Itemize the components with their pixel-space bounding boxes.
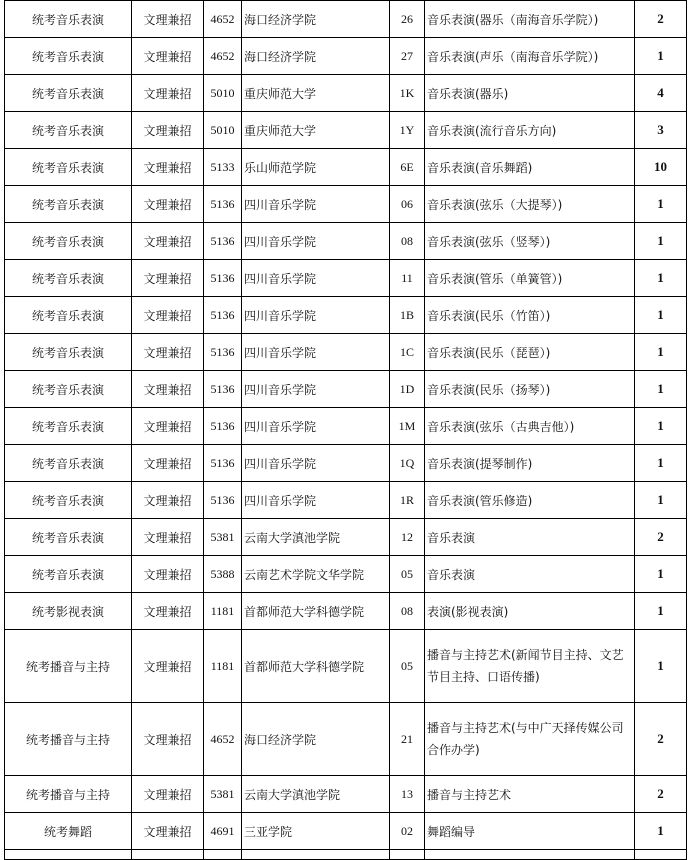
admission-type-cell: 文理兼招: [132, 75, 204, 112]
plan-count-cell: 3: [635, 112, 687, 149]
school-code-cell: 5010: [204, 75, 242, 112]
major-name-cell: 音乐表演(民乐（扬琴）): [425, 371, 635, 408]
table-row: [5, 556, 687, 593]
major-code-cell: 08: [390, 223, 425, 260]
table-row: [5, 297, 687, 334]
school-name-cell: 云南大学滇池学院: [242, 776, 390, 813]
category-cell: 统考音乐表演: [5, 334, 132, 371]
admission-plan-table: [4, 0, 687, 860]
major-code-cell: 1Q: [390, 445, 425, 482]
table-row: [5, 75, 687, 112]
admission-type-cell: 文理兼招: [132, 630, 204, 703]
admission-type-cell: 文理兼招: [132, 593, 204, 630]
admission-type-cell: 文理兼招: [132, 1, 204, 38]
category-cell: 统考播音与主持: [5, 776, 132, 813]
empty-cell: [425, 850, 635, 860]
plan-count-cell: 1: [635, 593, 687, 630]
school-code-cell: 5381: [204, 519, 242, 556]
major-name-cell: 播音与主持艺术(新闻节目主持、文艺节目主持、口语传播): [425, 630, 635, 703]
school-name-cell: 重庆师范大学: [242, 75, 390, 112]
school-code-cell: 5133: [204, 149, 242, 186]
plan-count-cell: 2: [635, 776, 687, 813]
school-code-cell: 5136: [204, 482, 242, 519]
category-cell: 统考音乐表演: [5, 519, 132, 556]
major-name-cell: 音乐表演: [425, 519, 635, 556]
school-code-cell: 5136: [204, 371, 242, 408]
major-code-cell: 1M: [390, 408, 425, 445]
category-cell: 统考音乐表演: [5, 223, 132, 260]
major-code-cell: 06: [390, 186, 425, 223]
major-code-cell: 1K: [390, 75, 425, 112]
school-name-cell: 四川音乐学院: [242, 482, 390, 519]
school-code-cell: 4652: [204, 1, 242, 38]
table-body: [5, 1, 687, 860]
school-code-cell: 5136: [204, 445, 242, 482]
table-row: [5, 519, 687, 556]
school-code-cell: 4652: [204, 38, 242, 75]
plan-count-cell: 1: [635, 186, 687, 223]
admission-type-cell: 文理兼招: [132, 149, 204, 186]
school-code-cell: 5136: [204, 223, 242, 260]
category-cell: 统考音乐表演: [5, 297, 132, 334]
major-name-cell: 音乐表演(民乐（琵琶）): [425, 334, 635, 371]
major-name-cell: 音乐表演(器乐（南海音乐学院）): [425, 1, 635, 38]
category-cell: 统考音乐表演: [5, 186, 132, 223]
major-code-cell: 11: [390, 260, 425, 297]
table-row: [5, 1, 687, 38]
major-name-cell: 表演(影视表演): [425, 593, 635, 630]
admission-type-cell: 文理兼招: [132, 776, 204, 813]
major-code-cell: 02: [390, 813, 425, 850]
major-name-cell: 音乐表演: [425, 556, 635, 593]
school-name-cell: 云南艺术学院文华学院: [242, 556, 390, 593]
major-name-cell: 音乐表演(弦乐（古典吉他）): [425, 408, 635, 445]
admission-type-cell: 文理兼招: [132, 371, 204, 408]
plan-count-cell: 1: [635, 260, 687, 297]
empty-cell: [635, 850, 687, 860]
category-cell: 统考影视表演: [5, 593, 132, 630]
table-row: [5, 445, 687, 482]
category-cell: 统考音乐表演: [5, 371, 132, 408]
category-cell: 统考音乐表演: [5, 408, 132, 445]
admission-type-cell: 文理兼招: [132, 519, 204, 556]
school-name-cell: 首都师范大学科德学院: [242, 630, 390, 703]
table-row: [5, 223, 687, 260]
empty-cell: [5, 850, 132, 860]
plan-count-cell: 2: [635, 519, 687, 556]
school-code-cell: 5136: [204, 186, 242, 223]
school-code-cell: 4691: [204, 813, 242, 850]
major-code-cell: 26: [390, 1, 425, 38]
table-row: [5, 593, 687, 630]
plan-count-cell: 10: [635, 149, 687, 186]
major-name-cell: 播音与主持艺术: [425, 776, 635, 813]
table-row: [5, 334, 687, 371]
school-name-cell: 四川音乐学院: [242, 223, 390, 260]
plan-count-cell: 1: [635, 334, 687, 371]
category-cell: 统考音乐表演: [5, 75, 132, 112]
major-code-cell: 08: [390, 593, 425, 630]
school-name-cell: 四川音乐学院: [242, 297, 390, 334]
school-name-cell: 四川音乐学院: [242, 334, 390, 371]
major-name-cell: 音乐表演(音乐舞蹈): [425, 149, 635, 186]
plan-count-cell: 1: [635, 813, 687, 850]
major-code-cell: 6E: [390, 149, 425, 186]
empty-cell: [204, 850, 242, 860]
table-row: [5, 186, 687, 223]
plan-count-cell: 2: [635, 1, 687, 38]
category-cell: 统考音乐表演: [5, 445, 132, 482]
admission-type-cell: 文理兼招: [132, 703, 204, 776]
school-name-cell: 首都师范大学科德学院: [242, 593, 390, 630]
major-name-cell: 音乐表演(器乐): [425, 75, 635, 112]
major-code-cell: 05: [390, 556, 425, 593]
school-code-cell: 1181: [204, 593, 242, 630]
category-cell: 统考音乐表演: [5, 556, 132, 593]
major-code-cell: 21: [390, 703, 425, 776]
table-row: [5, 260, 687, 297]
major-name-cell: 音乐表演(管乐修造): [425, 482, 635, 519]
school-name-cell: 四川音乐学院: [242, 260, 390, 297]
major-code-cell: 1R: [390, 482, 425, 519]
admission-type-cell: 文理兼招: [132, 813, 204, 850]
school-code-cell: 5010: [204, 112, 242, 149]
table-row: [5, 630, 687, 703]
school-name-cell: 四川音乐学院: [242, 445, 390, 482]
category-cell: 统考音乐表演: [5, 149, 132, 186]
school-code-cell: 5136: [204, 260, 242, 297]
major-name-cell: 音乐表演(声乐（南海音乐学院）): [425, 38, 635, 75]
empty-cell: [390, 850, 425, 860]
major-code-cell: 12: [390, 519, 425, 556]
major-name-cell: 音乐表演(民乐（竹笛）): [425, 297, 635, 334]
category-cell: 统考音乐表演: [5, 38, 132, 75]
major-name-cell: 音乐表演(弦乐（竖琴）): [425, 223, 635, 260]
empty-cell: [242, 850, 390, 860]
table-row: [5, 38, 687, 75]
table-row: [5, 408, 687, 445]
major-code-cell: 1D: [390, 371, 425, 408]
admission-type-cell: 文理兼招: [132, 297, 204, 334]
category-cell: 统考音乐表演: [5, 482, 132, 519]
plan-count-cell: 1: [635, 223, 687, 260]
school-name-cell: 海口经济学院: [242, 1, 390, 38]
school-code-cell: 4652: [204, 703, 242, 776]
school-code-cell: 5136: [204, 297, 242, 334]
table-row: [5, 112, 687, 149]
plan-count-cell: 1: [635, 445, 687, 482]
school-name-cell: 云南大学滇池学院: [242, 519, 390, 556]
plan-count-cell: 1: [635, 297, 687, 334]
major-code-cell: 1Y: [390, 112, 425, 149]
table-row: [5, 149, 687, 186]
plan-count-cell: 1: [635, 556, 687, 593]
major-code-cell: 13: [390, 776, 425, 813]
table-row: [5, 482, 687, 519]
table-row: [5, 703, 687, 776]
admission-type-cell: 文理兼招: [132, 408, 204, 445]
category-cell: 统考音乐表演: [5, 112, 132, 149]
table-row: [5, 776, 687, 813]
major-code-cell: 05: [390, 630, 425, 703]
table-row: [5, 813, 687, 850]
table-row: [5, 371, 687, 408]
school-name-cell: 四川音乐学院: [242, 186, 390, 223]
admission-type-cell: 文理兼招: [132, 112, 204, 149]
plan-count-cell: 1: [635, 371, 687, 408]
admission-type-cell: 文理兼招: [132, 38, 204, 75]
plan-count-cell: 1: [635, 408, 687, 445]
school-code-cell: 1181: [204, 630, 242, 703]
major-name-cell: 舞蹈编导: [425, 813, 635, 850]
category-cell: 统考播音与主持: [5, 703, 132, 776]
major-code-cell: 1C: [390, 334, 425, 371]
major-name-cell: 音乐表演(流行音乐方向): [425, 112, 635, 149]
school-code-cell: 5136: [204, 408, 242, 445]
school-name-cell: 乐山师范学院: [242, 149, 390, 186]
school-name-cell: 四川音乐学院: [242, 371, 390, 408]
plan-count-cell: 1: [635, 482, 687, 519]
category-cell: 统考音乐表演: [5, 260, 132, 297]
admission-type-cell: 文理兼招: [132, 482, 204, 519]
admission-type-cell: 文理兼招: [132, 260, 204, 297]
category-cell: 统考播音与主持: [5, 630, 132, 703]
admission-type-cell: 文理兼招: [132, 186, 204, 223]
school-name-cell: 海口经济学院: [242, 703, 390, 776]
admission-type-cell: 文理兼招: [132, 556, 204, 593]
admission-type-cell: 文理兼招: [132, 445, 204, 482]
school-code-cell: 5388: [204, 556, 242, 593]
major-code-cell: 1B: [390, 297, 425, 334]
major-name-cell: 音乐表演(弦乐（大提琴）): [425, 186, 635, 223]
category-cell: 统考音乐表演: [5, 1, 132, 38]
school-name-cell: 海口经济学院: [242, 38, 390, 75]
plan-count-cell: 4: [635, 75, 687, 112]
category-cell: 统考舞蹈: [5, 813, 132, 850]
major-name-cell: 播音与主持艺术(与中广天择传媒公司合作办学): [425, 703, 635, 776]
admission-type-cell: 文理兼招: [132, 334, 204, 371]
school-name-cell: 重庆师范大学: [242, 112, 390, 149]
plan-count-cell: 2: [635, 703, 687, 776]
table-row-partial: [5, 850, 687, 860]
school-code-cell: 5381: [204, 776, 242, 813]
school-name-cell: 三亚学院: [242, 813, 390, 850]
major-name-cell: 音乐表演(管乐（单簧管）): [425, 260, 635, 297]
school-code-cell: 5136: [204, 334, 242, 371]
admission-type-cell: 文理兼招: [132, 223, 204, 260]
plan-count-cell: 1: [635, 38, 687, 75]
empty-cell: [132, 850, 204, 860]
plan-count-cell: 1: [635, 630, 687, 703]
school-name-cell: 四川音乐学院: [242, 408, 390, 445]
major-name-cell: 音乐表演(提琴制作): [425, 445, 635, 482]
major-code-cell: 27: [390, 38, 425, 75]
